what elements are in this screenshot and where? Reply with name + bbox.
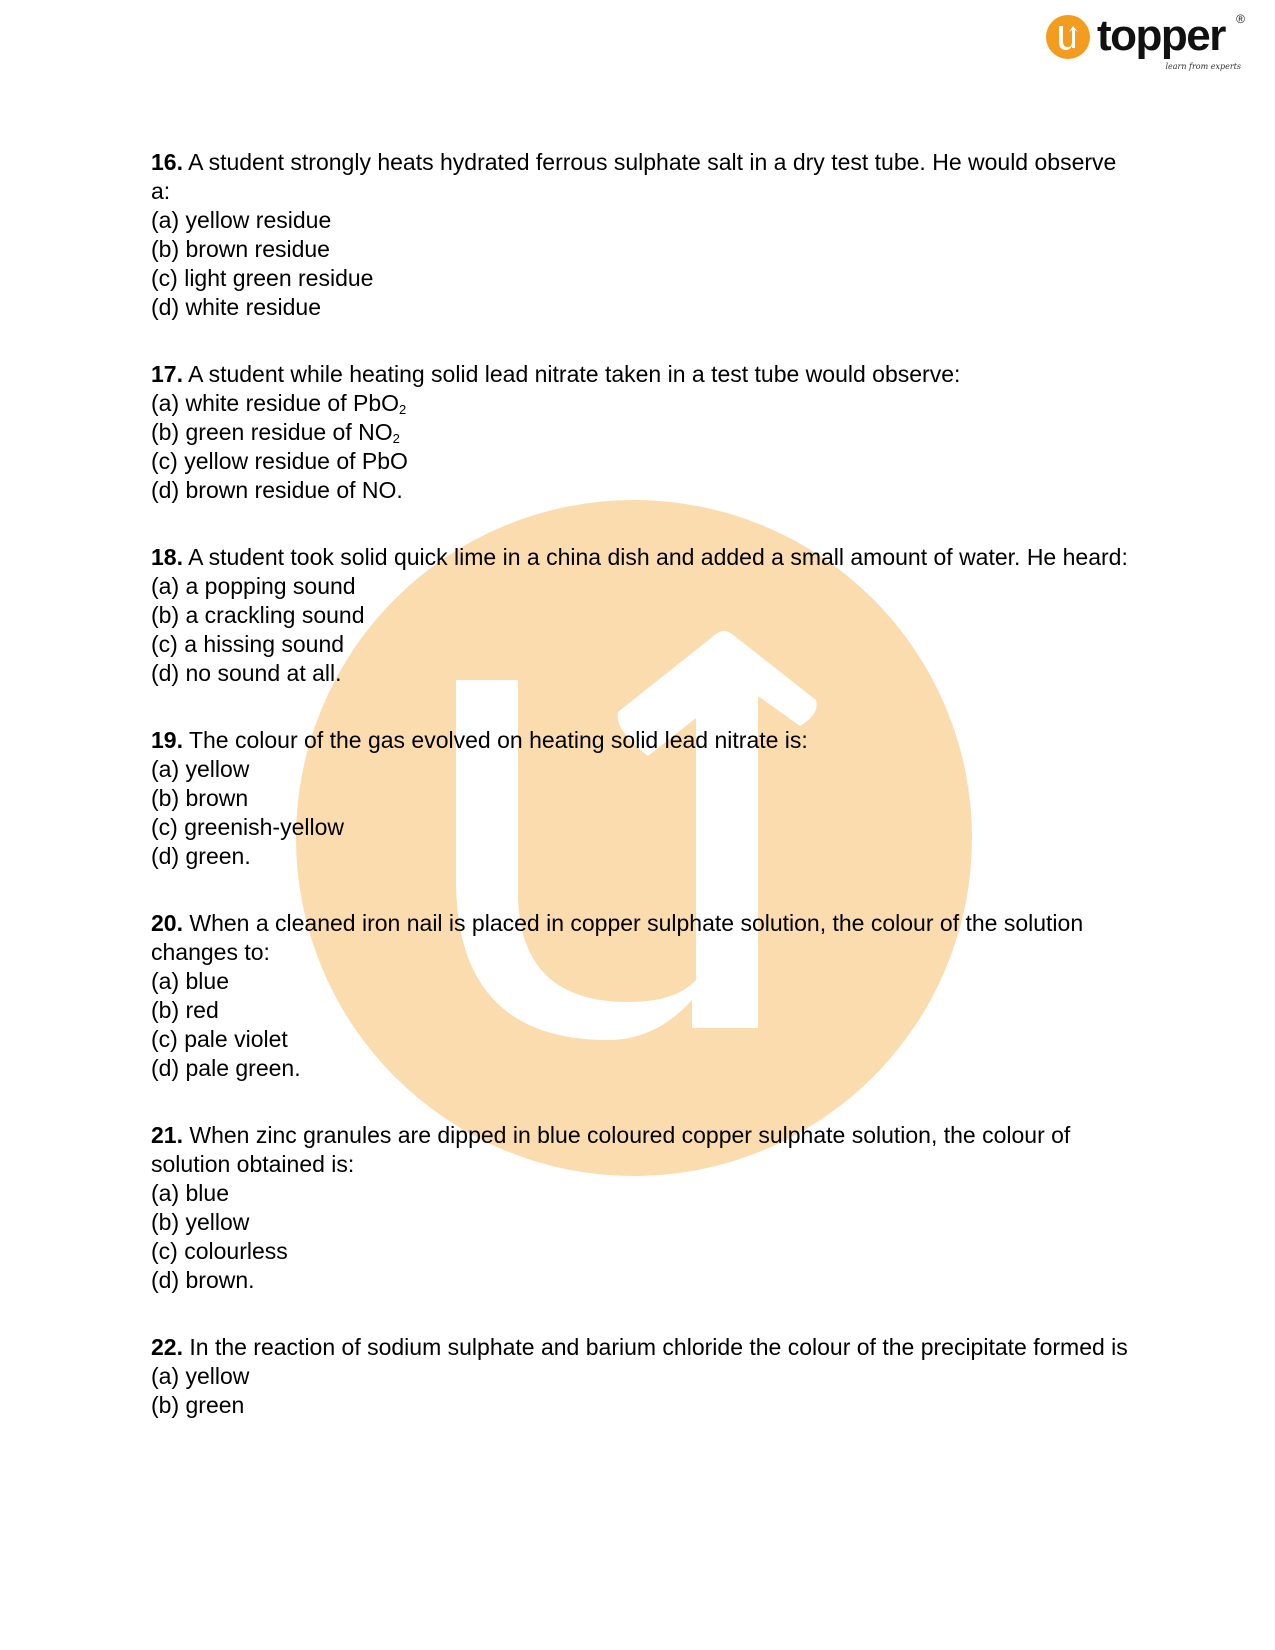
question-prompt: A student took solid quick lime in a china dish and added a small amount of water. He heard:	[188, 544, 1128, 570]
question-number: 20.	[151, 910, 183, 936]
option-b: (b) green	[151, 1392, 245, 1418]
question-prompt: A student while heating solid lead nitrate taken in a test tube would observe:	[188, 361, 961, 387]
option-a: (a) blue	[151, 968, 229, 994]
option-b: (b) yellow	[151, 1209, 250, 1235]
topper-u-icon	[1045, 14, 1091, 60]
question-prompt: When zinc granules are dipped in blue coloured copper sulphate solution, the colour of solution obtained is:	[151, 1122, 1071, 1177]
topper-logo[interactable]	[1045, 12, 1245, 74]
option-a	[151, 389, 1141, 418]
option-d: (d) no sound at all.	[151, 660, 342, 686]
option-b: (b) red	[151, 997, 219, 1023]
question-prompt: In the reaction of sodium sulphate and barium chloride the colour of the precipitate formed is	[189, 1334, 1128, 1360]
question-prompt: A student strongly heats hydrated ferrous sulphate salt in a dry test tube. He would observe a:	[151, 149, 1117, 204]
option-a: (a) blue	[151, 1180, 229, 1206]
brand-name: topper	[1097, 11, 1225, 60]
option-c: (c) light green residue	[151, 265, 374, 291]
question-prompt: The colour of the gas evolved on heating solid lead nitrate is:	[188, 727, 808, 753]
option-d: (d) brown residue of NO.	[151, 477, 403, 503]
question-text	[151, 909, 1141, 967]
option-a: (a) a popping sound	[151, 573, 356, 599]
option-a: (a) yellow	[151, 1363, 250, 1389]
question-text	[151, 726, 1141, 755]
option-c: (c) colourless	[151, 1238, 288, 1264]
option-c: (c) yellow residue of PbO	[151, 448, 408, 474]
option-d: (d) pale green.	[151, 1055, 301, 1081]
option-b: (b) brown	[151, 785, 249, 811]
question-18	[151, 543, 1141, 688]
question-prompt: When a cleaned iron nail is placed in copper sulphate solution, the colour of the solution changes to:	[151, 910, 1084, 965]
option-c: (c) greenish-yellow	[151, 814, 345, 840]
question-text	[151, 148, 1141, 206]
option-a: (a) yellow residue	[151, 207, 332, 233]
question-text	[151, 1121, 1141, 1179]
question-text	[151, 1333, 1141, 1362]
question-22	[151, 1333, 1141, 1420]
question-number: 16.	[151, 149, 183, 175]
question-number: 19.	[151, 727, 183, 753]
brand-tagline: learn from experts	[1165, 62, 1241, 71]
question-17	[151, 360, 1141, 505]
question-number: 21.	[151, 1122, 183, 1148]
option-label: (a) white residue of PbO	[151, 390, 400, 416]
option-d: (d) brown.	[151, 1267, 255, 1293]
question-number: 18.	[151, 544, 183, 570]
option-c: (c) pale violet	[151, 1026, 288, 1052]
subscript: 2	[392, 431, 400, 446]
option-label: (b) green residue of NO	[151, 419, 393, 445]
option-b	[151, 418, 1141, 447]
registered-mark: ®	[1236, 12, 1245, 26]
option-a: (a) yellow	[151, 756, 250, 782]
option-d: (d) white residue	[151, 294, 322, 320]
question-number: 17.	[151, 361, 183, 387]
option-b: (b) a crackling sound	[151, 602, 365, 628]
subscript: 2	[399, 402, 407, 417]
question-16	[151, 148, 1141, 322]
option-d: (d) green.	[151, 843, 251, 869]
option-c: (c) a hissing sound	[151, 631, 345, 657]
question-text	[151, 360, 1141, 389]
question-number: 22.	[151, 1334, 183, 1360]
question-20	[151, 909, 1141, 1083]
option-b: (b) brown residue	[151, 236, 330, 262]
question-21	[151, 1121, 1141, 1295]
question-19	[151, 726, 1141, 871]
question-list	[151, 148, 1141, 1458]
question-text	[151, 543, 1141, 572]
